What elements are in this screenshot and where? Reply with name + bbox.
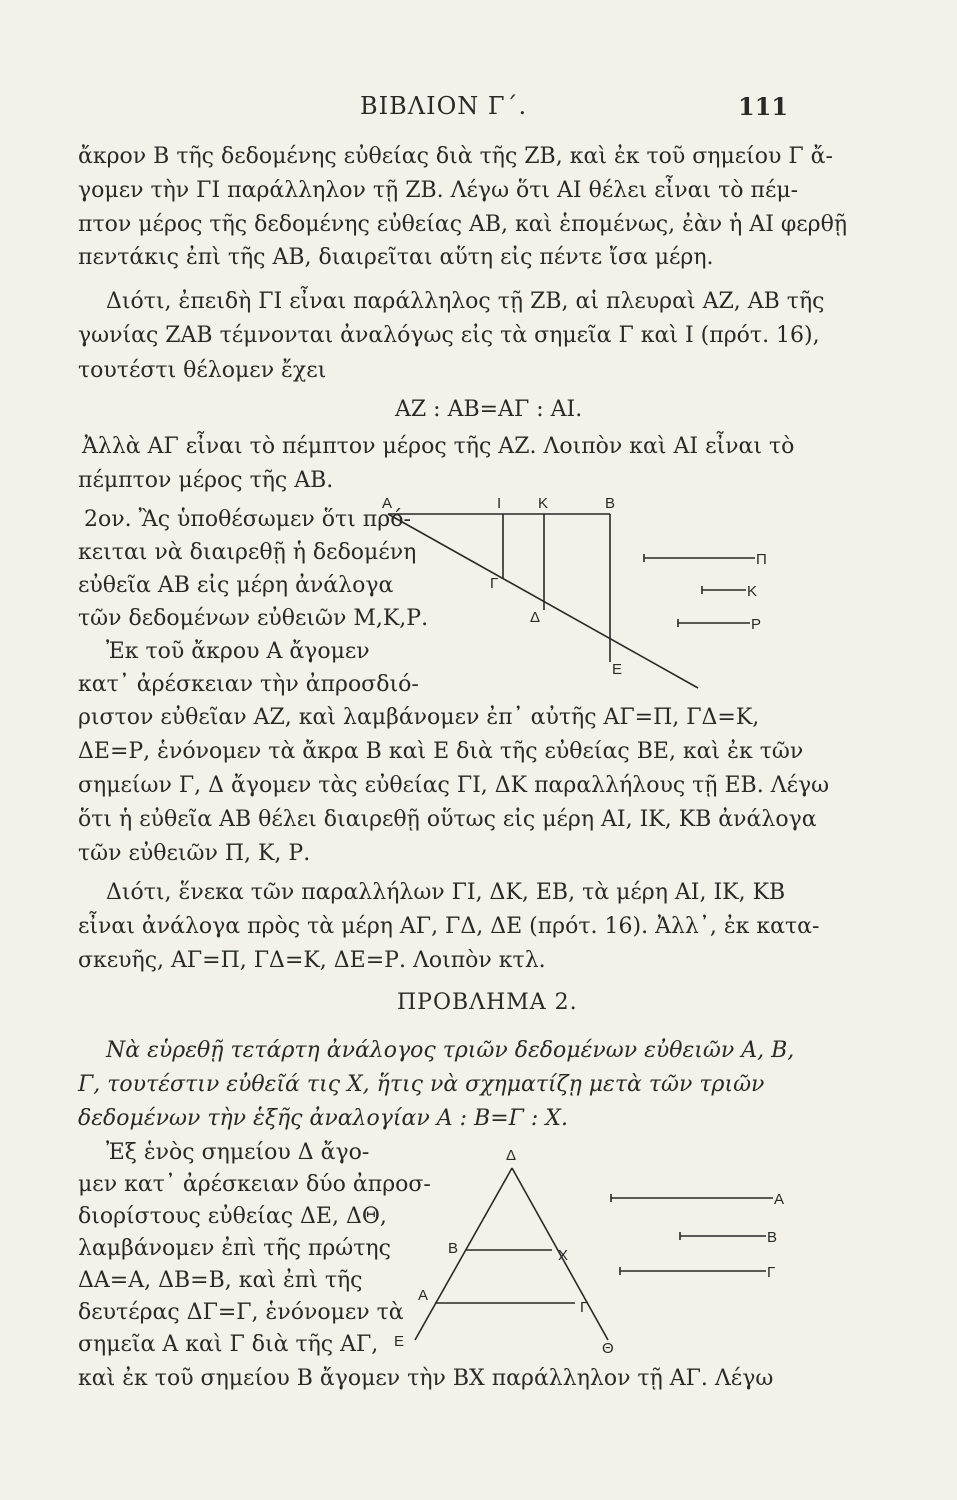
label-segment-p: Π: [756, 551, 767, 568]
label-segment-k: Κ: [747, 583, 758, 600]
label-a: Α: [382, 495, 393, 512]
text-line: μεν κατ᾽ ἀρέσκειαν δύο ἀπροσ-: [78, 1172, 431, 1197]
text-line: Ἐξ ἑνὸς σημείου Δ ἄγο-: [106, 1140, 370, 1165]
label-g: Γ: [580, 1299, 589, 1316]
text-line: 2ον. Ἂς ὑποθέσωμεν ὅτι πρό-: [84, 507, 411, 532]
line-az: [388, 514, 698, 688]
figure-fourth-proportional: [380, 1140, 800, 1355]
text-line: γωνίας ΖΑΒ τέμνονται ἀναλόγως εἰς τὰ σημεῖα Γ καὶ Ι (πρότ. 16),: [78, 323, 820, 348]
text-line: ὅτι ἡ εὐθεῖα ΑΒ θέλει διαιρεθῇ οὕτως εἰς μέρη ΑΙ, ΙΚ, ΚΒ ἀνάλογα: [78, 807, 817, 832]
text-line: ριστον εὐθεῖαν ΑΖ, καὶ λαμβάνομεν ἐπ᾽ αὐτῆς ΑΓ=Π, ΓΔ=Κ,: [78, 705, 760, 730]
text-line: Διότι, ἐπειδὴ ΓΙ εἶναι παράλληλος τῇ ΖΒ, αἱ πλευραὶ ΑΖ, ΑΒ τῆς: [106, 289, 825, 314]
text-line: εὐθεῖα ΑΒ εἰς μέρη ἀνάλογα: [78, 573, 394, 598]
text-line: ἄκρον Β τῆς δεδομένης εὐθείας διὰ τῆς ΖΒ, καὶ ἐκ τοῦ σημείου Γ ἄ-: [78, 144, 833, 169]
text-line: Ἀλλὰ ΑΓ εἶναι τὸ πέμπτον μέρος τῆς ΑΖ. Λοιπὸν καὶ ΑΙ εἶναι τὸ: [82, 434, 795, 459]
text-line: δευτέρας ΔΓ=Γ, ἑνόνομεν τὰ: [78, 1300, 404, 1325]
text-line: πεντάκις ἐπὶ τῆς ΑΒ, διαιρεῖται αὕτη εἰς πέντε ἴσα μέρη.: [78, 245, 714, 270]
text-line: πτον μέρος τῆς δεδομένης εὐθείας ΑΒ, καὶ ἑπομένως, ἐὰν ἡ ΑΙ φερθῇ: [78, 212, 848, 237]
text-line: ΔΑ=Α, ΔΒ=Β, καὶ ἐπὶ τῆς: [78, 1268, 363, 1293]
text-line: πέμπτον μέρος τῆς ΑΒ.: [78, 468, 334, 493]
label-segment-r: Ρ: [751, 616, 762, 633]
label-th: Θ: [602, 1340, 614, 1355]
label-i: Ι: [497, 495, 502, 512]
text-line: εἶναι ἀνάλογα πρὸς τὰ μέρη ΑΓ, ΓΔ, ΔΕ (πρότ. 16). Ἀλλ᾽, ἐκ κατα-: [78, 914, 820, 939]
problem-statement-line: δεδομένων τὴν ἑξῆς ἀναλογίαν Α : Β=Γ : Χ.: [78, 1106, 568, 1131]
text-line: τῶν δεδομένων εὐθειῶν Μ,Κ,Ρ.: [78, 606, 429, 631]
label-x: Χ: [558, 1247, 569, 1264]
problem-statement-line: Γ, τουτέστιν εὐθεῖά τις Χ, ἥτις νὰ σχηματίζῃ μετὰ τῶν τριῶν: [78, 1072, 765, 1097]
text-line: κειται νὰ διαιρεθῇ ἡ δεδομένη: [78, 540, 417, 565]
label-d: Δ: [530, 609, 541, 626]
label-segment-b: Β: [767, 1229, 778, 1246]
problem-statement-line: Νὰ εὑρεθῇ τετάρτη ἀνάλογος τριῶν δεδομένων εὐθειῶν Α, Β,: [106, 1038, 795, 1063]
text-line: καὶ ἐκ τοῦ σημείου Β ἄγομεν τὴν ΒΧ παράλληλον τῇ ΑΓ. Λέγω: [78, 1366, 774, 1391]
text-line: Ἐκ τοῦ ἄκρου Α ἄγομεν: [106, 639, 370, 664]
label-e: Ε: [394, 1333, 405, 1350]
label-d: Δ: [506, 1147, 517, 1164]
text-line: σημεῖα Α καὶ Γ διὰ τῆς ΑΓ,: [78, 1332, 379, 1357]
text-line: Διότι, ἕνεκα τῶν παραλλήλων ΓΙ, ΔΚ, ΕΒ, τὰ μέρη ΑΙ, ΙΚ, ΚΒ: [106, 880, 786, 905]
label-segment-a: Α: [774, 1191, 785, 1208]
label-segment-g: Γ: [767, 1264, 776, 1281]
text-line: ΔΕ=Ρ, ἑνόνομεν τὰ ἄκρα Β καὶ Ε διὰ τῆς εὐθείας ΒΕ, καὶ ἐκ τῶν: [78, 739, 804, 764]
problem-heading: ΠΡΟΒΛΗΜΑ 2.: [397, 990, 578, 1015]
figure-divide-line: [380, 492, 800, 712]
label-e: Ε: [612, 661, 623, 678]
text-line: σκευῆς, ΑΓ=Π, ΓΔ=Κ, ΔΕ=Ρ. Λοιπὸν κτλ.: [78, 948, 546, 973]
label-g: Γ: [490, 575, 499, 592]
line-de: [415, 1168, 512, 1340]
label-b: Β: [605, 495, 616, 512]
text-line: σημείων Γ, Δ ἄγομεν τὰς εὐθείας ΓΙ, ΔΚ παραλλήλους τῇ ΕΒ. Λέγω: [78, 773, 830, 798]
text-line: διορίστους εὐθείας ΔΕ, ΔΘ,: [78, 1204, 387, 1229]
label-k: Κ: [538, 495, 549, 512]
label-b: Β: [448, 1240, 459, 1257]
page-number: 111: [738, 92, 789, 121]
proportion-formula: ΑΖ : ΑΒ=ΑΓ : ΑΙ.: [395, 397, 583, 422]
text-line: κατ᾽ ἀρέσκειαν τὴν ἀπροσδιό-: [78, 672, 419, 697]
text-line: τουτέστι θέλομεν ἔχει: [78, 358, 327, 383]
text-line: λαμβάνομεν ἐπὶ τῆς πρώτης: [78, 1236, 391, 1261]
text-line: τῶν εὐθειῶν Π, Κ, Ρ.: [78, 841, 311, 866]
label-a: Α: [418, 1287, 429, 1304]
running-header: ΒΙΒΛΙΟΝ Γ΄.: [360, 92, 528, 120]
text-line: γομεν τὴν ΓΙ παράλληλον τῇ ΖΒ. Λέγω ὅτι ΑΙ θέλει εἶναι τὸ πέμ-: [78, 178, 799, 203]
